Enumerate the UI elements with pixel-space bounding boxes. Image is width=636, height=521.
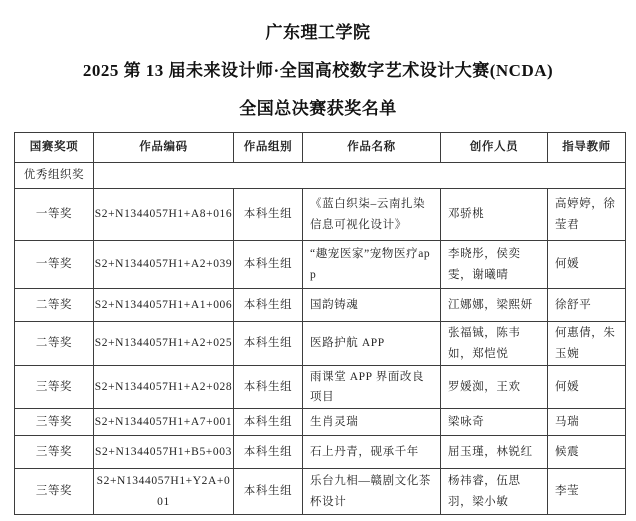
work-cell: 医路护航 APP bbox=[303, 322, 441, 366]
code-cell: S2+N1344057H1+B5+003 bbox=[94, 436, 234, 469]
award-cell: 三等奖 bbox=[15, 366, 94, 409]
creators-cell: 江娜娜，梁熙妍 bbox=[441, 289, 548, 322]
group-cell: 本科生组 bbox=[234, 436, 303, 469]
code-cell: S2+N1344057H1+A2+039 bbox=[94, 241, 234, 289]
teachers-cell: 何媛 bbox=[548, 366, 626, 409]
work-cell: “趣宠医家”宠物医疗app bbox=[303, 241, 441, 289]
teachers-cell: 何媛 bbox=[548, 241, 626, 289]
table-row bbox=[15, 469, 626, 515]
table-row bbox=[15, 289, 626, 322]
teachers-cell: 何惠倩，朱玉婉 bbox=[548, 322, 626, 366]
code-cell: S2+N1344057H1+A8+016 bbox=[94, 189, 234, 241]
table-row bbox=[15, 322, 626, 366]
teachers-cell: 马瑞 bbox=[548, 409, 626, 436]
group-cell: 本科生组 bbox=[234, 289, 303, 322]
work-cell: 生肖灵瑞 bbox=[303, 409, 441, 436]
work-cell: 石上丹青，砚承千年 bbox=[303, 436, 441, 469]
code-cell: S2+N1344057H1+Y2A+001 bbox=[94, 469, 234, 515]
table-row bbox=[15, 436, 626, 469]
column-header-code: 作品编码 bbox=[94, 133, 234, 163]
award-cell: 二等奖 bbox=[15, 289, 94, 322]
work-cell: 乐台九相—赣剧文化茶杯设计 bbox=[303, 469, 441, 515]
column-header-group: 作品组别 bbox=[234, 133, 303, 163]
award-cell: 一等奖 bbox=[15, 189, 94, 241]
group-cell: 本科生组 bbox=[234, 189, 303, 241]
award-cell: 三等奖 bbox=[15, 409, 94, 436]
creators-cell: 张福铖，陈韦如，郑恺悦 bbox=[441, 322, 548, 366]
teachers-cell: 李莹 bbox=[548, 469, 626, 515]
table-row bbox=[15, 241, 626, 289]
creators-cell: 邓骄桃 bbox=[441, 189, 548, 241]
teachers-cell: 候震 bbox=[548, 436, 626, 469]
creators-cell: 罗媛洳，王欢 bbox=[441, 366, 548, 409]
table-row bbox=[15, 409, 626, 436]
table-header-row bbox=[15, 133, 626, 163]
code-cell: S2+N1344057H1+A2+025 bbox=[94, 322, 234, 366]
column-header-creators: 创作人员 bbox=[441, 133, 548, 163]
award-cell: 一等奖 bbox=[15, 241, 94, 289]
column-header-work: 作品名称 bbox=[303, 133, 441, 163]
title-competition: 2025 第 13 届未来设计师·全国高校数字艺术设计大赛(NCDA) bbox=[82, 61, 554, 80]
teachers-cell: 徐舒平 bbox=[548, 289, 626, 322]
table-row bbox=[15, 189, 626, 241]
group-cell: 本科生组 bbox=[234, 322, 303, 366]
award-cell: 三等奖 bbox=[15, 436, 94, 469]
column-header-teachers: 指导教师 bbox=[548, 133, 626, 163]
column-header-award: 国赛奖项 bbox=[15, 133, 94, 163]
creators-cell: 梁咏奇 bbox=[441, 409, 548, 436]
work-cell: 《蓝白织柒–云南扎染信息可视化设计》 bbox=[303, 189, 441, 241]
title-subtitle: 全国总决赛获奖名单 bbox=[239, 99, 397, 118]
special-award-empty-cell bbox=[94, 163, 626, 189]
special-award-cell: 优秀组织奖 bbox=[15, 163, 94, 189]
title-block bbox=[0, 0, 636, 128]
group-cell: 本科生组 bbox=[234, 409, 303, 436]
code-cell: S2+N1344057H1+A7+001 bbox=[94, 409, 234, 436]
code-cell: S2+N1344057H1+A2+028 bbox=[94, 366, 234, 409]
creators-cell: 屈玉瑾，林锐红 bbox=[441, 436, 548, 469]
code-cell: S2+N1344057H1+A1+006 bbox=[94, 289, 234, 322]
awards-table bbox=[14, 132, 626, 515]
table-row bbox=[15, 366, 626, 409]
group-cell: 本科生组 bbox=[234, 366, 303, 409]
award-cell: 三等奖 bbox=[15, 469, 94, 515]
group-cell: 本科生组 bbox=[234, 241, 303, 289]
award-cell: 二等奖 bbox=[15, 322, 94, 366]
creators-cell: 李晓彤，侯奕雯，谢曦晴 bbox=[441, 241, 548, 289]
creators-cell: 杨祎睿，伍思羽，梁小敏 bbox=[441, 469, 548, 515]
title-university: 广东理工学院 bbox=[265, 23, 371, 42]
special-award-row bbox=[15, 163, 626, 189]
teachers-cell: 高婷婷，徐莹君 bbox=[548, 189, 626, 241]
work-cell: 雨课堂 APP 界面改良项目 bbox=[303, 366, 441, 409]
group-cell: 本科生组 bbox=[234, 469, 303, 515]
work-cell: 国韵铸魂 bbox=[303, 289, 441, 322]
